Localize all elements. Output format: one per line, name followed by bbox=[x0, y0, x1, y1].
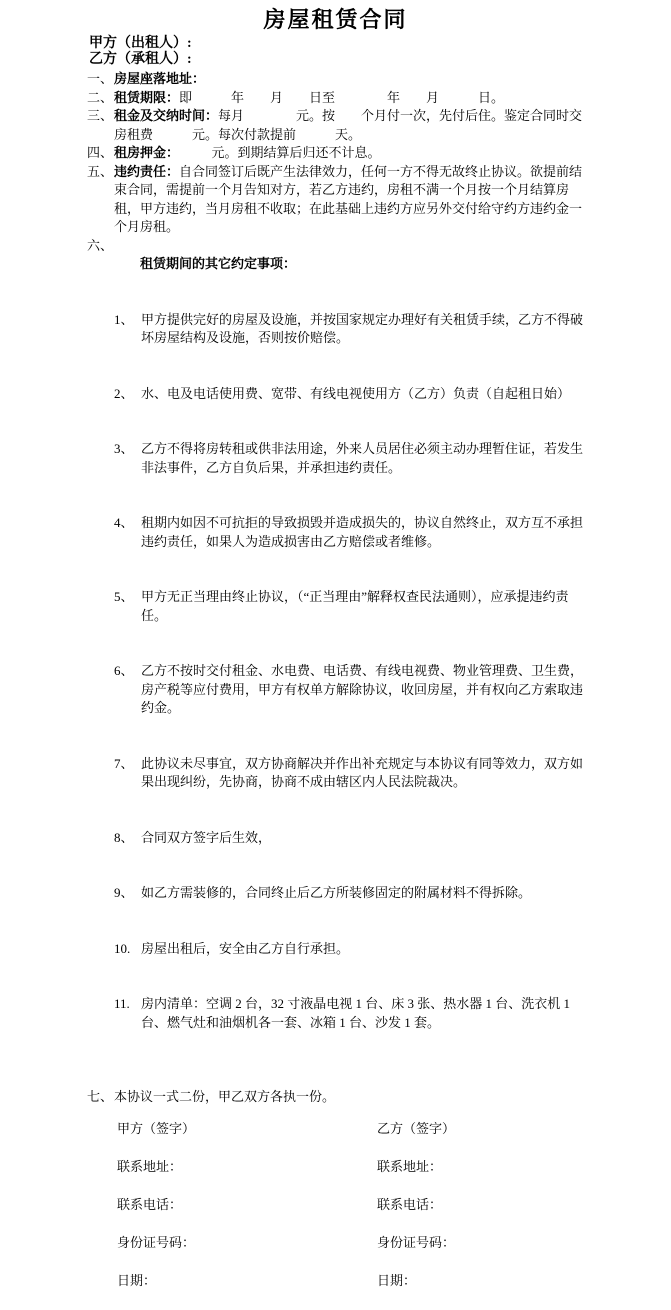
clause-number: 二、 bbox=[87, 89, 114, 105]
subclause-number: 7、 bbox=[114, 755, 134, 771]
subclause-number: 11. bbox=[114, 996, 130, 1011]
clause-label: 违约责任： bbox=[114, 163, 180, 179]
clause-number: 五、 bbox=[87, 163, 114, 179]
clause-text: 本协议一式二份，甲乙双方各执一份。 bbox=[114, 1088, 336, 1104]
clause-label: 租赁期限： bbox=[114, 89, 180, 105]
subclause-number: 5、 bbox=[114, 589, 134, 604]
subclause-6 bbox=[114, 662, 587, 718]
subclause-1 bbox=[114, 311, 587, 348]
subclause-text: 此协议未尽事宜，双方协商解决并作出补充规定与本协议有同等效力，双方如果出现纠纷，先协商，协商不成由辖区内人民法院裁决。 bbox=[141, 755, 584, 789]
subclause-number: 3、 bbox=[114, 441, 134, 456]
subclause-text: 租期内如因不可抗拒的导致损毁并造成损失的，协议自然终止，双方互不承担违约责任，如果人为造成损害由乙方赔偿或者维修。 bbox=[141, 515, 584, 549]
clause-7-copies bbox=[87, 1088, 587, 1107]
subclause-number: 8、 bbox=[114, 829, 134, 845]
subclause-number: 6、 bbox=[114, 663, 134, 678]
clause-text: 每月 元。按 个月付一次，先付后住。鉴定合同时交房租费 元。每次付款提前 天。 bbox=[114, 108, 583, 142]
subclause-text: 房内清单：空调 2 台，32 寸液晶电视 1 台、床 3 张、热水器 1 台、洗衣机 1 台、燃气灶和油烟机各一套、冰箱 1 台、沙发 1 套。 bbox=[141, 996, 574, 1030]
party-b-contact-address-label: 联系地址： bbox=[377, 1159, 443, 1174]
subclause-3 bbox=[114, 440, 587, 477]
clause-number: 七、 bbox=[87, 1088, 114, 1104]
subclause-text: 房屋出租后，安全由乙方自行承担。 bbox=[141, 940, 350, 956]
clause-text: 即 年 月 日至 年 月 日。 bbox=[179, 89, 505, 105]
clause-5-breach bbox=[87, 163, 587, 237]
subclause-text: 甲方提供完好的房屋及设施，并按国家规定办理好有关租赁手续，乙方不得破坏房屋结构及设施，否则按价赔偿。 bbox=[141, 311, 584, 345]
subclause-8 bbox=[114, 829, 587, 848]
subclause-number: 2、 bbox=[114, 385, 134, 401]
clause-text: 自合同签订后既产生法律效力，任何一方不得无故终止协议。欲提前结束合同，需提前一个月告知对方，若乙方违约，房租不满一个月按一个月结算房租，甲方违约，当月房租不收取；在此基础上违约方应另外交付给守约方违约金一个月房租。 bbox=[114, 163, 583, 234]
party-b-id-number-label: 身份证号码： bbox=[377, 1235, 456, 1250]
subclause-text: 乙方不得将房转租或供非法用途，外来人员居住必须主动办理暂住证，若发生非法事件，乙方自负后果，并承担违约责任。 bbox=[141, 441, 584, 475]
subclause-2 bbox=[114, 385, 587, 404]
clause-label: 租房押金： bbox=[114, 145, 173, 160]
subclause-number: 10. bbox=[114, 940, 131, 956]
clause-3-rent bbox=[87, 107, 587, 144]
clause-4-deposit bbox=[87, 144, 587, 163]
subclause-9 bbox=[114, 884, 587, 903]
parties-block bbox=[89, 36, 671, 68]
party-a-sign-label: 甲方（签字） bbox=[117, 1121, 196, 1136]
clause-label: 租赁期间的其它约定事项： bbox=[140, 256, 297, 271]
party-b-signature-column bbox=[377, 1120, 617, 1310]
subclause-text: 水、电及电话使用费、宽带、有线电视使用方（乙方）负责（自起租日始） bbox=[141, 385, 571, 401]
subclause-10 bbox=[114, 940, 587, 959]
clause-number: 一、 bbox=[87, 71, 114, 86]
clause-number: 三、 bbox=[87, 108, 114, 123]
subclause-number: 9、 bbox=[114, 885, 134, 900]
party-a-date-label: 日期： bbox=[117, 1273, 157, 1288]
clause-number: 六、 bbox=[87, 237, 114, 253]
subclause-text: 合同双方签字后生效， bbox=[141, 829, 272, 845]
clause-2-term bbox=[87, 89, 587, 108]
clause-label: 租金及交纳时间： bbox=[114, 108, 219, 123]
clause-6-other-terms bbox=[87, 237, 587, 1088]
subclause-5 bbox=[114, 588, 587, 625]
signature-section bbox=[117, 1120, 671, 1310]
subclause-number: 1、 bbox=[114, 311, 134, 327]
party-b-contact-phone-label: 联系电话： bbox=[377, 1197, 443, 1212]
subclause-4 bbox=[114, 514, 587, 551]
party-a-contact-address-label: 联系地址： bbox=[117, 1159, 183, 1174]
party-b-date-label: 日期： bbox=[377, 1273, 417, 1288]
page-title: 房屋租赁合同 bbox=[263, 7, 408, 32]
clause-number: 四、 bbox=[87, 145, 114, 160]
party-b-sign-label: 乙方（签字） bbox=[377, 1121, 456, 1136]
subclause-11 bbox=[114, 995, 587, 1032]
subclause-text: 乙方不按时交付租金、水电费、电话费、有线电视费、物业管理费、卫生费，房产税等应付费用，甲方有权单方解除协议，收回房屋，并有权向乙方索取违约金。 bbox=[141, 663, 584, 715]
subclause-number: 4、 bbox=[114, 515, 134, 530]
party-a-line: 甲方（出租人）: bbox=[89, 36, 192, 51]
party-a-id-number-label: 身份证号码： bbox=[117, 1235, 196, 1250]
clause-1-address bbox=[87, 70, 587, 89]
subclause-7 bbox=[114, 755, 587, 792]
party-a-signature-column bbox=[117, 1120, 377, 1310]
clause-label: 房屋座落地址： bbox=[114, 71, 206, 86]
clause-text: 元。到期结算后归还不计息。 bbox=[172, 145, 381, 160]
party-b-line: 乙方（承租人）: bbox=[89, 52, 192, 67]
subclause-text: 如乙方需装修的，合同终止后乙方所装修固定的附属材料不得拆除。 bbox=[141, 885, 532, 900]
contract-body bbox=[87, 70, 587, 1106]
party-a-contact-phone-label: 联系电话： bbox=[117, 1197, 183, 1212]
subclause-text: 甲方无正当理由终止协议，（“正当理由”解释权查民法通则），应承提违约责任。 bbox=[141, 589, 569, 623]
